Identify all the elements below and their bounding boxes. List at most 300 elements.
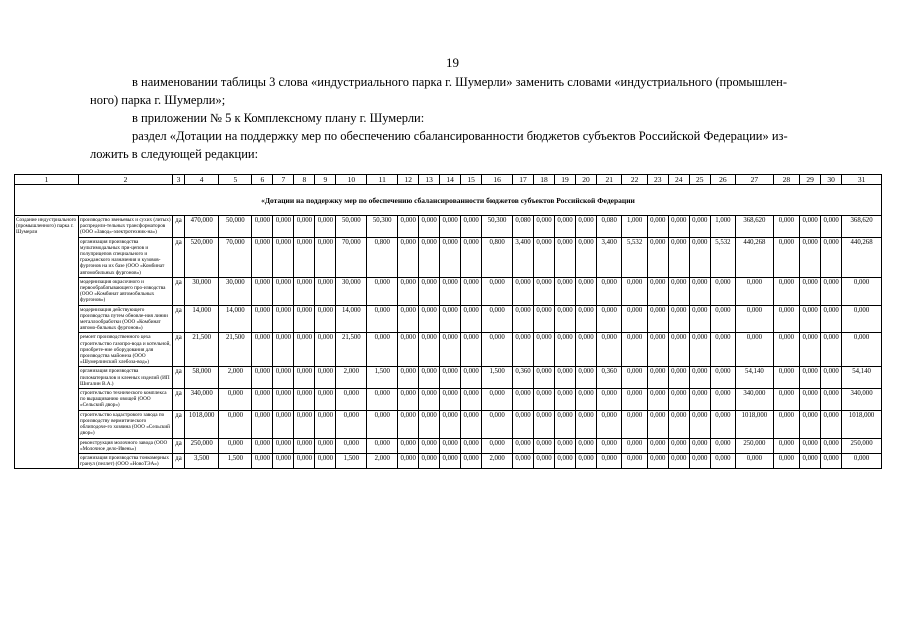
value-cell: 0,000: [252, 367, 273, 389]
value-cell: 0,000: [461, 438, 482, 453]
value-cell: 0,000: [315, 333, 336, 367]
value-cell: 520,000: [185, 237, 219, 277]
value-cell: 1,000: [622, 216, 647, 238]
value-cell: 0,000: [273, 438, 294, 453]
value-cell: 0,000: [597, 453, 622, 468]
column-number-cell: 24: [668, 175, 689, 185]
value-cell: 0,000: [398, 277, 419, 305]
value-cell: 0,000: [367, 305, 398, 333]
value-cell: 0,000: [555, 410, 576, 438]
value-cell: 0,000: [461, 389, 482, 411]
flag-cell: да: [172, 305, 184, 333]
value-cell: 0,000: [710, 367, 735, 389]
flag-cell: да: [172, 277, 184, 305]
value-cell: 368,620: [842, 216, 882, 238]
value-cell: 0,000: [273, 237, 294, 277]
value-cell: 0,000: [668, 305, 689, 333]
value-cell: 0,000: [273, 216, 294, 238]
value-cell: 0,000: [440, 216, 461, 238]
value-cell: 0,000: [440, 410, 461, 438]
column-number-cell: 8: [294, 175, 315, 185]
value-cell: 0,800: [482, 237, 513, 277]
value-cell: 0,000: [622, 305, 647, 333]
column-number-cell: 18: [534, 175, 555, 185]
value-cell: 0,000: [821, 277, 842, 305]
value-cell: 0,000: [555, 237, 576, 277]
value-cell: 0,000: [461, 216, 482, 238]
value-cell: 0,000: [647, 237, 668, 277]
value-cell: 0,000: [398, 237, 419, 277]
value-cell: 0,000: [710, 438, 735, 453]
value-cell: 0,000: [622, 453, 647, 468]
measure-description-cell: организация производства мультимодальных при-цепов и полуприцепов специального и гражданского назначения и кузовов-фургонов на их базе (ООО «Комбинат автомобильных фургонов»): [79, 237, 173, 277]
value-cell: 0,000: [773, 367, 800, 389]
column-number-cell: 22: [622, 175, 647, 185]
measure-description-cell: организация производства тонкомерных гранул (пеллет) (ООО «НовоТЭА»): [79, 453, 173, 468]
column-number-cell: 27: [736, 175, 774, 185]
value-cell: 0,000: [842, 333, 882, 367]
value-cell: 0,000: [821, 367, 842, 389]
value-cell: 0,000: [219, 438, 252, 453]
flag-cell: да: [172, 216, 184, 238]
value-cell: 0,000: [513, 333, 534, 367]
value-cell: 0,000: [773, 216, 800, 238]
value-cell: 54,140: [736, 367, 774, 389]
value-cell: 30,000: [185, 277, 219, 305]
table-row: [15, 237, 882, 277]
value-cell: 0,000: [821, 305, 842, 333]
value-cell: 3,400: [513, 237, 534, 277]
flag-cell: да: [172, 237, 184, 277]
value-cell: 0,000: [534, 389, 555, 411]
value-cell: 0,000: [689, 237, 710, 277]
value-cell: 0,000: [821, 453, 842, 468]
measure-description-cell: организация производства пиломатериалов и клееных изделий (ИП Шигалин В.А.): [79, 367, 173, 389]
value-cell: 3,400: [597, 237, 622, 277]
value-cell: 0,000: [273, 453, 294, 468]
value-cell: 1018,000: [185, 410, 219, 438]
table-row: [15, 277, 882, 305]
value-cell: 5,532: [710, 237, 735, 277]
value-cell: 0,000: [668, 237, 689, 277]
column-number-cell: 31: [842, 175, 882, 185]
value-cell: 21,500: [185, 333, 219, 367]
value-cell: 0,000: [252, 237, 273, 277]
column-number-cell: 17: [513, 175, 534, 185]
value-cell: 0,000: [668, 277, 689, 305]
value-cell: 70,000: [336, 237, 367, 277]
value-cell: 21,500: [336, 333, 367, 367]
value-cell: 0,000: [622, 333, 647, 367]
value-cell: 0,000: [736, 333, 774, 367]
table-row: [15, 305, 882, 333]
value-cell: 0,000: [710, 333, 735, 367]
value-cell: 0,000: [576, 216, 597, 238]
value-cell: 14,000: [336, 305, 367, 333]
table-row: [15, 216, 882, 238]
value-cell: 0,000: [555, 438, 576, 453]
column-number-cell: 20: [576, 175, 597, 185]
column-number-cell: 1: [15, 175, 79, 185]
section-title: «Дотации на поддержку мер по обеспечению сбалансированности бюджетов субъектов Российской Федерации: [15, 185, 882, 216]
value-cell: 0,000: [252, 410, 273, 438]
column-number-cell: 13: [419, 175, 440, 185]
value-cell: 0,000: [689, 305, 710, 333]
value-cell: 0,000: [736, 277, 774, 305]
value-cell: 0,000: [315, 277, 336, 305]
value-cell: 0,000: [647, 305, 668, 333]
value-cell: 0,800: [367, 237, 398, 277]
value-cell: 0,000: [252, 333, 273, 367]
value-cell: 1,000: [710, 216, 735, 238]
value-cell: 0,000: [555, 367, 576, 389]
value-cell: 0,000: [622, 410, 647, 438]
value-cell: 0,000: [294, 453, 315, 468]
column-number-cell: 12: [398, 175, 419, 185]
column-number-cell: 28: [773, 175, 800, 185]
value-cell: 0,000: [710, 453, 735, 468]
column-number-cell: 25: [689, 175, 710, 185]
column-number-cell: 7: [273, 175, 294, 185]
value-cell: 0,000: [315, 367, 336, 389]
value-cell: 0,000: [440, 305, 461, 333]
value-cell: 0,000: [461, 410, 482, 438]
value-cell: 0,000: [710, 389, 735, 411]
value-cell: 0,000: [689, 277, 710, 305]
value-cell: 0,000: [689, 333, 710, 367]
value-cell: 0,000: [513, 438, 534, 453]
paragraph-3-line-2: ложить в следующей редакции:: [90, 147, 259, 161]
measure-description-cell: строительство кадастрового завода по производству вермитического облиподоче-го хозяина (ООО «Сельский двор»): [79, 410, 173, 438]
value-cell: 0,000: [367, 410, 398, 438]
value-cell: 0,000: [668, 438, 689, 453]
table-body: [15, 175, 882, 469]
value-cell: 0,000: [555, 389, 576, 411]
value-cell: 0,000: [773, 305, 800, 333]
value-cell: 2,000: [336, 367, 367, 389]
value-cell: 0,000: [800, 438, 821, 453]
value-cell: 0,000: [555, 453, 576, 468]
value-cell: 0,000: [736, 453, 774, 468]
value-cell: 0,000: [440, 389, 461, 411]
value-cell: 0,000: [800, 410, 821, 438]
value-cell: 0,000: [419, 410, 440, 438]
value-cell: 0,000: [440, 333, 461, 367]
value-cell: 50,000: [336, 216, 367, 238]
flag-cell: да: [172, 453, 184, 468]
value-cell: 0,000: [555, 216, 576, 238]
value-cell: 0,000: [398, 333, 419, 367]
value-cell: 0,000: [513, 453, 534, 468]
paragraph-3-line-1: раздел «Дотации на поддержку мер по обеспечению сбалансированности бюджетов субъектов Российской Федерации» из-: [132, 129, 788, 143]
value-cell: 0,000: [219, 389, 252, 411]
value-cell: 0,000: [294, 216, 315, 238]
value-cell: 0,000: [668, 333, 689, 367]
value-cell: 0,080: [597, 216, 622, 238]
value-cell: 0,000: [576, 367, 597, 389]
value-cell: 0,000: [482, 305, 513, 333]
value-cell: 440,268: [736, 237, 774, 277]
paragraph-1-line-2: ного) парка г. Шумерли»;: [90, 93, 226, 107]
paragraph-1-line-1: в наименовании таблицы 3 слова «индустриального парка г. Шумерли» заменить словами «индустриального (промышлен-: [132, 75, 788, 89]
table-row: [15, 410, 882, 438]
value-cell: 250,000: [736, 438, 774, 453]
value-cell: 0,000: [315, 453, 336, 468]
table-row: [15, 389, 882, 411]
value-cell: 0,000: [821, 438, 842, 453]
value-cell: 0,000: [773, 389, 800, 411]
value-cell: 0,000: [273, 389, 294, 411]
value-cell: 0,000: [534, 277, 555, 305]
value-cell: 0,000: [336, 438, 367, 453]
value-cell: 0,000: [482, 333, 513, 367]
value-cell: 0,000: [336, 410, 367, 438]
value-cell: 0,000: [689, 410, 710, 438]
table-row: [15, 333, 882, 367]
value-cell: 0,000: [398, 410, 419, 438]
table-row: [15, 438, 882, 453]
value-cell: 0,000: [800, 305, 821, 333]
column-number-cell: 19: [555, 175, 576, 185]
value-cell: 0,000: [367, 277, 398, 305]
paragraph-2: в приложении № 5 к Комплексному плану г. Шумерли:: [132, 111, 425, 125]
value-cell: 0,000: [315, 305, 336, 333]
value-cell: 0,000: [576, 389, 597, 411]
value-cell: 0,000: [800, 237, 821, 277]
value-cell: 0,000: [419, 453, 440, 468]
value-cell: 5,532: [622, 237, 647, 277]
value-cell: 0,000: [800, 453, 821, 468]
value-cell: 0,000: [482, 389, 513, 411]
value-cell: 0,000: [555, 305, 576, 333]
value-cell: 0,000: [513, 410, 534, 438]
value-cell: 250,000: [185, 438, 219, 453]
column-number-cell: 6: [252, 175, 273, 185]
value-cell: 0,000: [219, 410, 252, 438]
value-cell: 2,000: [219, 367, 252, 389]
measure-description-cell: ремонт производственного цеха строительство газопро-вода и котельной, приобрете-ние оборудования для производства майонеза (ООО «Шумерлинский хлебоза-вод»): [80, 334, 171, 366]
value-cell: 0,000: [252, 438, 273, 453]
column-number-cell: 23: [647, 175, 668, 185]
value-cell: 0,000: [668, 389, 689, 411]
value-cell: 0,000: [773, 453, 800, 468]
value-cell: 0,000: [419, 237, 440, 277]
value-cell: 0,000: [534, 367, 555, 389]
value-cell: 1,500: [336, 453, 367, 468]
value-cell: 250,000: [842, 438, 882, 453]
value-cell: 0,000: [461, 305, 482, 333]
value-cell: 0,000: [513, 277, 534, 305]
value-cell: 0,000: [576, 438, 597, 453]
value-cell: 0,000: [419, 277, 440, 305]
value-cell: 0,000: [668, 216, 689, 238]
value-cell: 1,500: [367, 367, 398, 389]
measure-description-cell: модернизация действующего производства путем обновле-ния линии металлообработки (ООО «Комбинат автомо-бильных фургонов»): [79, 305, 173, 333]
value-cell: 0,000: [647, 277, 668, 305]
value-cell: 0,000: [842, 453, 882, 468]
value-cell: 0,000: [252, 216, 273, 238]
value-cell: 0,000: [689, 453, 710, 468]
budget-table: [14, 174, 882, 469]
value-cell: 0,000: [461, 277, 482, 305]
section-title-row: [15, 185, 882, 216]
column-number-cell: 29: [800, 175, 821, 185]
value-cell: 0,000: [398, 453, 419, 468]
value-cell: 0,000: [576, 453, 597, 468]
value-cell: 0,000: [482, 277, 513, 305]
value-cell: 0,000: [367, 333, 398, 367]
value-cell: 0,000: [622, 367, 647, 389]
column-number-cell: 21: [597, 175, 622, 185]
value-cell: 14,000: [219, 305, 252, 333]
value-cell: 0,000: [461, 367, 482, 389]
value-cell: 0,000: [773, 237, 800, 277]
value-cell: 50,300: [367, 216, 398, 238]
value-cell: 0,000: [294, 305, 315, 333]
value-cell: 440,268: [842, 237, 882, 277]
measure-description-cell: реконструкция молочного завода (ООО «Молочное дело-Ивень»): [79, 438, 173, 453]
value-cell: 0,000: [534, 237, 555, 277]
value-cell: 368,620: [736, 216, 774, 238]
value-cell: 0,000: [513, 389, 534, 411]
value-cell: 0,000: [461, 333, 482, 367]
column-number-cell: 26: [710, 175, 735, 185]
column-number-cell: 10: [336, 175, 367, 185]
value-cell: 0,000: [294, 389, 315, 411]
value-cell: 0,000: [597, 410, 622, 438]
value-cell: 0,000: [576, 277, 597, 305]
value-cell: 0,000: [440, 438, 461, 453]
value-cell: 0,000: [576, 305, 597, 333]
value-cell: 0,080: [513, 216, 534, 238]
value-cell: 0,000: [461, 453, 482, 468]
value-cell: 0,000: [689, 438, 710, 453]
value-cell: 0,000: [534, 305, 555, 333]
value-cell: 0,000: [576, 333, 597, 367]
value-cell: 0,000: [597, 305, 622, 333]
value-cell: 0,000: [419, 216, 440, 238]
value-cell: 0,000: [252, 453, 273, 468]
value-cell: 0,000: [647, 216, 668, 238]
value-cell: 0,360: [597, 367, 622, 389]
value-cell: 470,000: [185, 216, 219, 238]
value-cell: 0,000: [773, 333, 800, 367]
value-cell: 340,000: [185, 389, 219, 411]
value-cell: 1018,000: [842, 410, 882, 438]
value-cell: 0,000: [710, 305, 735, 333]
value-cell: 0,000: [294, 237, 315, 277]
value-cell: 0,000: [842, 305, 882, 333]
value-cell: 2,000: [482, 453, 513, 468]
value-cell: 0,000: [773, 438, 800, 453]
value-cell: 0,000: [622, 389, 647, 411]
value-cell: 0,000: [398, 216, 419, 238]
value-cell: 0,000: [461, 237, 482, 277]
value-cell: 0,000: [710, 410, 735, 438]
value-cell: 0,000: [689, 389, 710, 411]
value-cell: 0,000: [534, 453, 555, 468]
value-cell: 70,000: [219, 237, 252, 277]
value-cell: 0,000: [821, 237, 842, 277]
flag-cell: да: [172, 333, 184, 367]
value-cell: 0,000: [367, 438, 398, 453]
value-cell: 58,000: [185, 367, 219, 389]
table-row: [15, 367, 882, 389]
column-number-cell: 5: [219, 175, 252, 185]
value-cell: 0,000: [440, 237, 461, 277]
column-number-row: [15, 175, 882, 185]
column-number-cell: 4: [185, 175, 219, 185]
value-cell: 0,000: [773, 277, 800, 305]
value-cell: 0,000: [534, 216, 555, 238]
value-cell: 3,500: [185, 453, 219, 468]
value-cell: 0,000: [821, 216, 842, 238]
page-number: 19: [446, 55, 459, 70]
value-cell: 0,000: [273, 305, 294, 333]
value-cell: 0,000: [821, 410, 842, 438]
flag-cell: да: [172, 367, 184, 389]
column-number-cell: 30: [821, 175, 842, 185]
value-cell: 0,000: [398, 389, 419, 411]
value-cell: 0,000: [315, 410, 336, 438]
value-cell: 0,000: [736, 305, 774, 333]
value-cell: 0,000: [252, 277, 273, 305]
value-cell: 0,000: [336, 389, 367, 411]
value-cell: 0,000: [534, 333, 555, 367]
value-cell: 0,000: [398, 305, 419, 333]
value-cell: 0,000: [315, 216, 336, 238]
value-cell: 0,000: [647, 453, 668, 468]
value-cell: 0,000: [647, 367, 668, 389]
value-cell: 0,000: [534, 438, 555, 453]
value-cell: 0,000: [800, 367, 821, 389]
value-cell: 54,140: [842, 367, 882, 389]
value-cell: 0,000: [294, 277, 315, 305]
value-cell: 0,000: [689, 367, 710, 389]
value-cell: 0,000: [800, 216, 821, 238]
value-cell: 0,000: [294, 410, 315, 438]
value-cell: 0,000: [800, 277, 821, 305]
value-cell: 1,500: [482, 367, 513, 389]
value-cell: 0,000: [821, 333, 842, 367]
value-cell: 0,000: [482, 438, 513, 453]
value-cell: 0,000: [647, 410, 668, 438]
value-cell: 21,500: [219, 333, 252, 367]
value-cell: 0,000: [668, 453, 689, 468]
value-cell: 0,000: [273, 333, 294, 367]
value-cell: 0,000: [821, 389, 842, 411]
value-cell: 0,000: [252, 389, 273, 411]
value-cell: 0,000: [294, 438, 315, 453]
value-cell: 0,000: [576, 410, 597, 438]
value-cell: 0,000: [440, 277, 461, 305]
column-number-cell: 15: [461, 175, 482, 185]
flag-cell: да: [172, 410, 184, 438]
value-cell: 0,000: [668, 367, 689, 389]
value-cell: 340,000: [736, 389, 774, 411]
value-cell: 0,000: [800, 389, 821, 411]
value-cell: 0,000: [842, 277, 882, 305]
value-cell: 0,000: [419, 367, 440, 389]
value-cell: 0,000: [419, 333, 440, 367]
value-cell: 0,000: [555, 277, 576, 305]
value-cell: 0,000: [622, 277, 647, 305]
value-cell: 0,000: [315, 389, 336, 411]
value-cell: 0,000: [689, 216, 710, 238]
value-cell: 0,000: [367, 389, 398, 411]
value-cell: 50,300: [482, 216, 513, 238]
column-number-cell: 14: [440, 175, 461, 185]
